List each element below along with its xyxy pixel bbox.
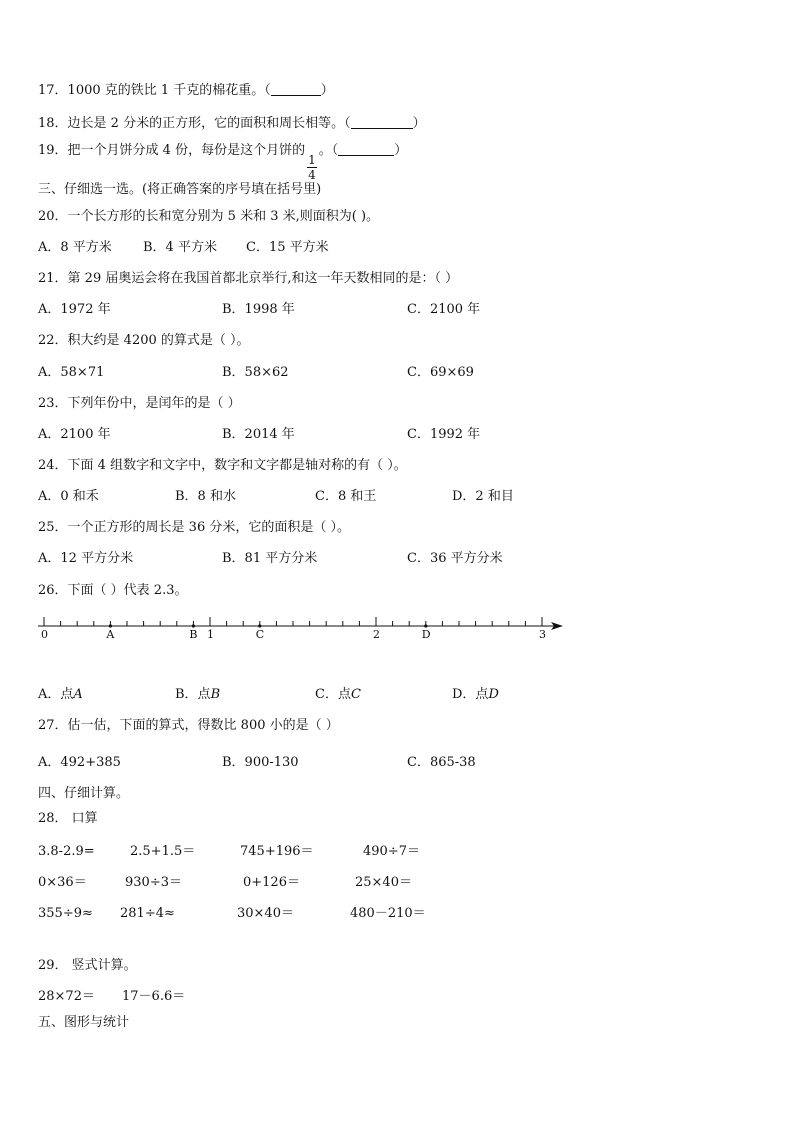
point-label-c: C (255, 628, 265, 641)
option-a[interactable]: A．492+385 (38, 755, 121, 770)
calc-item: 28×72＝ (38, 989, 95, 1004)
option-a[interactable]: A．8 平方米 (38, 240, 112, 255)
question-17: 17．1000 克的铁比 1 千克的棉花重。（ ） (38, 83, 334, 98)
question-19: 19．把一个月饼分成 4 份，每份是这个月饼的 $\frac{1}{4}$ 。（ ） (38, 143, 408, 182)
question-22-stem: 22．积大约是 4200 的算式是（ ）。 (38, 333, 250, 348)
question-18: 18．边长是 2 分米的正方形，它的面积和周长相等。（ ） (38, 116, 426, 131)
option-b[interactable]: B．58×62 (222, 365, 289, 380)
option-b[interactable]: B．4 平方米 (143, 240, 217, 255)
option-c[interactable]: C．8 和王 (315, 489, 377, 504)
calc-item: 17－6.6＝ (122, 989, 186, 1004)
question-19-text: 19．把一个月饼分成 4 份，每份是这个月饼的 (38, 143, 306, 158)
option-b[interactable]: B．点B (175, 687, 221, 702)
question-25-stem: 25．一个正方形的周长是 36 分米，它的面积是（ ）。 (38, 520, 350, 535)
option-c[interactable]: C．865-38 (407, 755, 476, 770)
point-label-b: B (189, 628, 198, 641)
option-a[interactable]: A．2100 年 (38, 427, 111, 442)
option-c[interactable]: C．36 平方分米 (407, 551, 503, 566)
calc-item: 30×40＝ (237, 906, 294, 921)
option-a[interactable]: A．58×71 (38, 365, 105, 380)
calc-item: 0×36＝ (38, 875, 87, 890)
point-label-a: A (106, 628, 115, 641)
section-5-heading: 五、图形与统计 (38, 1015, 130, 1030)
option-c[interactable]: C．15 平方米 (246, 240, 329, 255)
question-18-text: 18．边长是 2 分米的正方形，它的面积和周长相等。（ (38, 116, 351, 131)
calc-item: 490÷7＝ (363, 844, 420, 859)
option-c[interactable]: C．2100 年 (407, 302, 481, 317)
number-line (30, 606, 570, 646)
option-d[interactable]: D．点D (452, 687, 499, 702)
option-b[interactable]: B．2014 年 (222, 427, 295, 442)
calc-item: 25×40＝ (355, 875, 412, 890)
calc-item: 3.8-2.9= (38, 844, 95, 859)
section-3-heading: 三、仔细选一选。(将正确答案的序号填在括号里) (38, 182, 322, 197)
calc-item: 480－210＝ (350, 906, 426, 921)
option-c[interactable]: C．1992 年 (407, 427, 481, 442)
option-a[interactable]: A．1972 年 (38, 302, 111, 317)
tick-label: 2 (373, 628, 380, 641)
option-b[interactable]: B．1998 年 (222, 302, 295, 317)
answer-blank[interactable] (271, 95, 321, 96)
calc-item: 745+196＝ (240, 844, 314, 859)
question-24-stem: 24．下面 4 组数字和文字中，数字和文字都是轴对称的有（ ）。 (38, 458, 407, 473)
calc-item: 930÷3＝ (125, 875, 182, 890)
question-17-text: 17．1000 克的铁比 1 千克的棉花重。（ (38, 83, 271, 98)
tick-label: 0 (41, 628, 48, 641)
calc-item: 355÷9≈ (38, 906, 93, 921)
option-a[interactable]: A．12 平方分米 (38, 551, 134, 566)
calc-item: 2.5+1.5＝ (130, 844, 196, 859)
calc-item: 281÷4≈ (120, 906, 175, 921)
option-a[interactable]: A．0 和禾 (38, 489, 99, 504)
option-c[interactable]: C．点C (315, 687, 361, 702)
option-c[interactable]: C．69×69 (407, 365, 474, 380)
question-23-stem: 23．下列年份中，是闰年的是（ ） (38, 396, 241, 411)
option-b[interactable]: B．8 和水 (175, 489, 236, 504)
tick-label: 1 (207, 628, 214, 641)
question-20-stem: 20．一个长方形的长和宽分别为 5 米和 3 米,则面积为( )。 (38, 209, 380, 224)
question-21-stem: 21．第 29 届奥运会将在我国首都北京举行,和这一年天数相同的是：（ ） (38, 271, 459, 286)
fraction: $\frac{1}{4}$ (308, 153, 316, 182)
calc-item: 0+126＝ (243, 875, 300, 890)
option-d[interactable]: D．2 和目 (452, 489, 514, 504)
option-a[interactable]: A．点A (38, 687, 83, 702)
section-4-heading: 四、仔细计算。 (38, 786, 130, 801)
answer-blank[interactable] (351, 128, 413, 129)
point-label-d: D (421, 628, 431, 641)
option-b[interactable]: B．81 平方分米 (222, 551, 318, 566)
option-b[interactable]: B．900-130 (222, 755, 299, 770)
question-27-stem: 27．估一估，下面的算式，得数比 800 小的是（ ） (38, 718, 339, 733)
question-26-stem: 26．下面（ ）代表 2.3。 (38, 583, 188, 598)
question-28-title: 28． 口算 (38, 811, 98, 826)
answer-blank[interactable] (338, 155, 394, 156)
tick-label: 3 (539, 628, 546, 641)
question-29-title: 29． 竖式计算。 (38, 958, 137, 973)
